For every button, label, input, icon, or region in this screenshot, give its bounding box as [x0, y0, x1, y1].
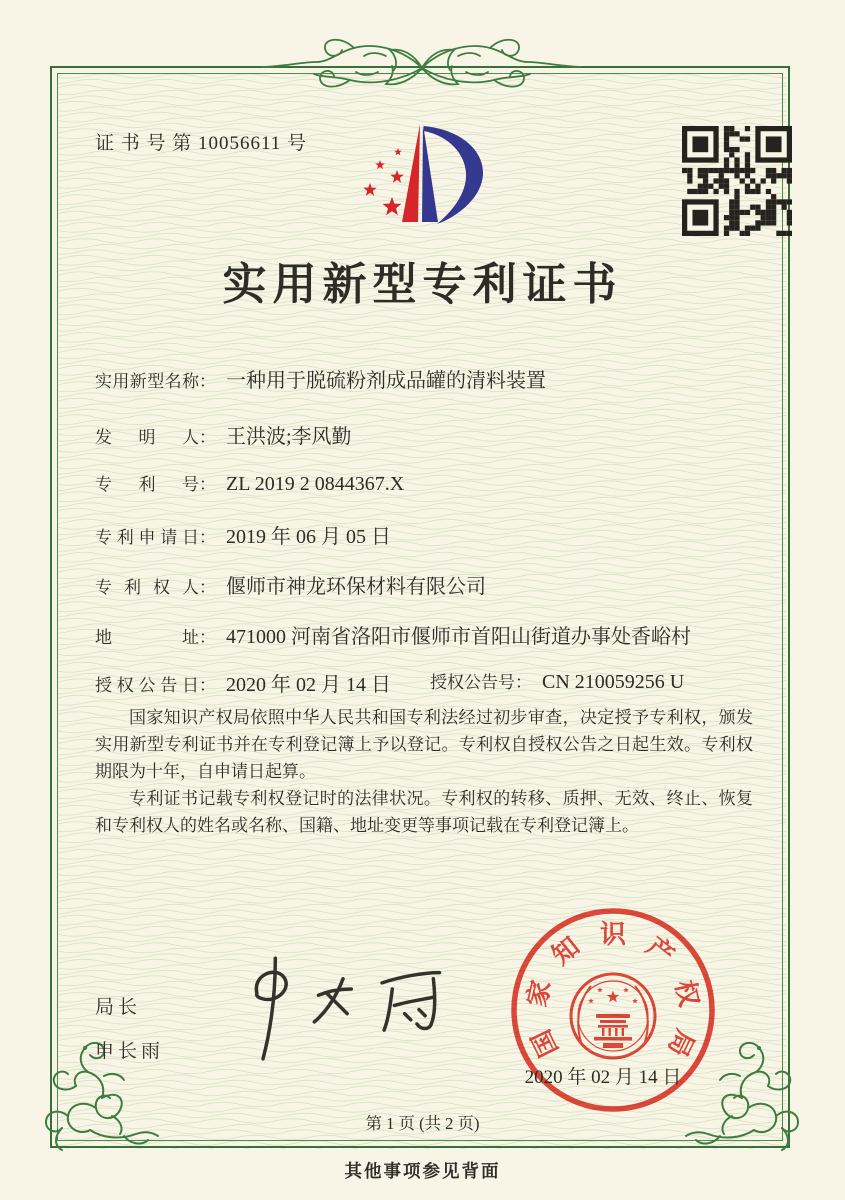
field-value: ZL 2019 2 0844367.X	[226, 473, 405, 495]
field-value: 2020 年 02 月 14 日	[226, 674, 391, 696]
field-row-inventor	[95, 420, 352, 449]
field-value: 偃师市神龙环保材料有限公司	[226, 576, 486, 598]
field-label: 专利权人	[95, 578, 199, 597]
svg-text:识: 识	[599, 919, 627, 949]
svg-text:知: 知	[546, 931, 586, 971]
field-label: 专利申请日	[95, 528, 199, 547]
colon: ：	[199, 628, 216, 647]
logo-stars	[363, 148, 403, 215]
colon: ：	[515, 673, 532, 692]
certificate-number: 证 书 号 第 10056611 号	[95, 133, 308, 154]
field-grant-number	[430, 668, 684, 694]
svg-text:产: 产	[640, 931, 680, 971]
field-row-patentee	[95, 570, 486, 599]
field-value: CN 210059256 U	[542, 671, 685, 693]
legal-paragraph-2: 专利证书记载专利权登记时的法律状况。专利权的转移、质押、无效、终止、恢复和专利权人的姓名或名称、国籍、地址变更等事项记载在专利登记簿上。	[95, 789, 753, 835]
field-value: 2019 年 06 月 05 日	[226, 526, 391, 548]
svg-text:家: 家	[522, 977, 557, 1010]
svg-text:国: 国	[526, 1025, 564, 1062]
qr-code	[682, 126, 792, 236]
field-value: 一种用于脱硫粉剂成品罐的清料装置	[226, 370, 546, 392]
official-name: 申长雨	[95, 1041, 165, 1062]
colon: ：	[199, 372, 216, 391]
field-label: 专利号	[95, 475, 199, 494]
colon: ：	[199, 578, 216, 597]
back-side-note: 其他事项参见背面	[344, 1161, 501, 1181]
field-row-grant	[95, 668, 685, 697]
colon: ：	[199, 475, 216, 494]
field-label: 授权公告号	[430, 673, 515, 692]
field-row-name	[95, 364, 546, 393]
field-label: 发明人	[95, 428, 199, 447]
colon: ：	[199, 676, 216, 695]
seal-date: 2020 年 02 月 14 日	[524, 1067, 682, 1088]
svg-text:局: 局	[662, 1025, 700, 1062]
page-number: 第 1 页 (共 2 页)	[365, 1114, 480, 1133]
legal-paragraph-1: 国家知识产权局依照中华人民共和国专利法经过初步审查，决定授予专利权，颁发实用新型专利证书并在专利登记簿上予以登记。专利权自授权公告之日起生效。专利权期限为十年，自申请日起算。	[95, 708, 753, 781]
official-block	[95, 992, 164, 1063]
field-row-patent-number	[95, 470, 404, 496]
field-row-address	[95, 620, 691, 649]
official-title: 局长	[95, 997, 142, 1018]
svg-text:权: 权	[669, 977, 704, 1010]
top-border-ornament	[262, 38, 582, 98]
field-label: 地址	[95, 628, 199, 647]
field-label: 实用新型名称	[95, 372, 199, 391]
logo-cone-blue	[422, 124, 438, 222]
colon: ：	[199, 528, 216, 547]
cnipa-patent-logo	[345, 116, 495, 238]
field-value: 王洪波;李风勤	[226, 426, 352, 448]
national-emblem	[571, 974, 655, 1058]
legal-text	[95, 704, 753, 839]
field-label: 授权公告日	[95, 676, 199, 695]
field-row-filing-date	[95, 520, 391, 549]
certificate-title: 实用新型专利证书	[222, 260, 623, 309]
logo-cone-red	[402, 124, 420, 222]
field-value: 471000 河南省洛阳市偃师市首阳山街道办事处香峪村	[226, 626, 691, 648]
director-signature	[222, 948, 460, 1066]
colon: ：	[199, 428, 216, 447]
